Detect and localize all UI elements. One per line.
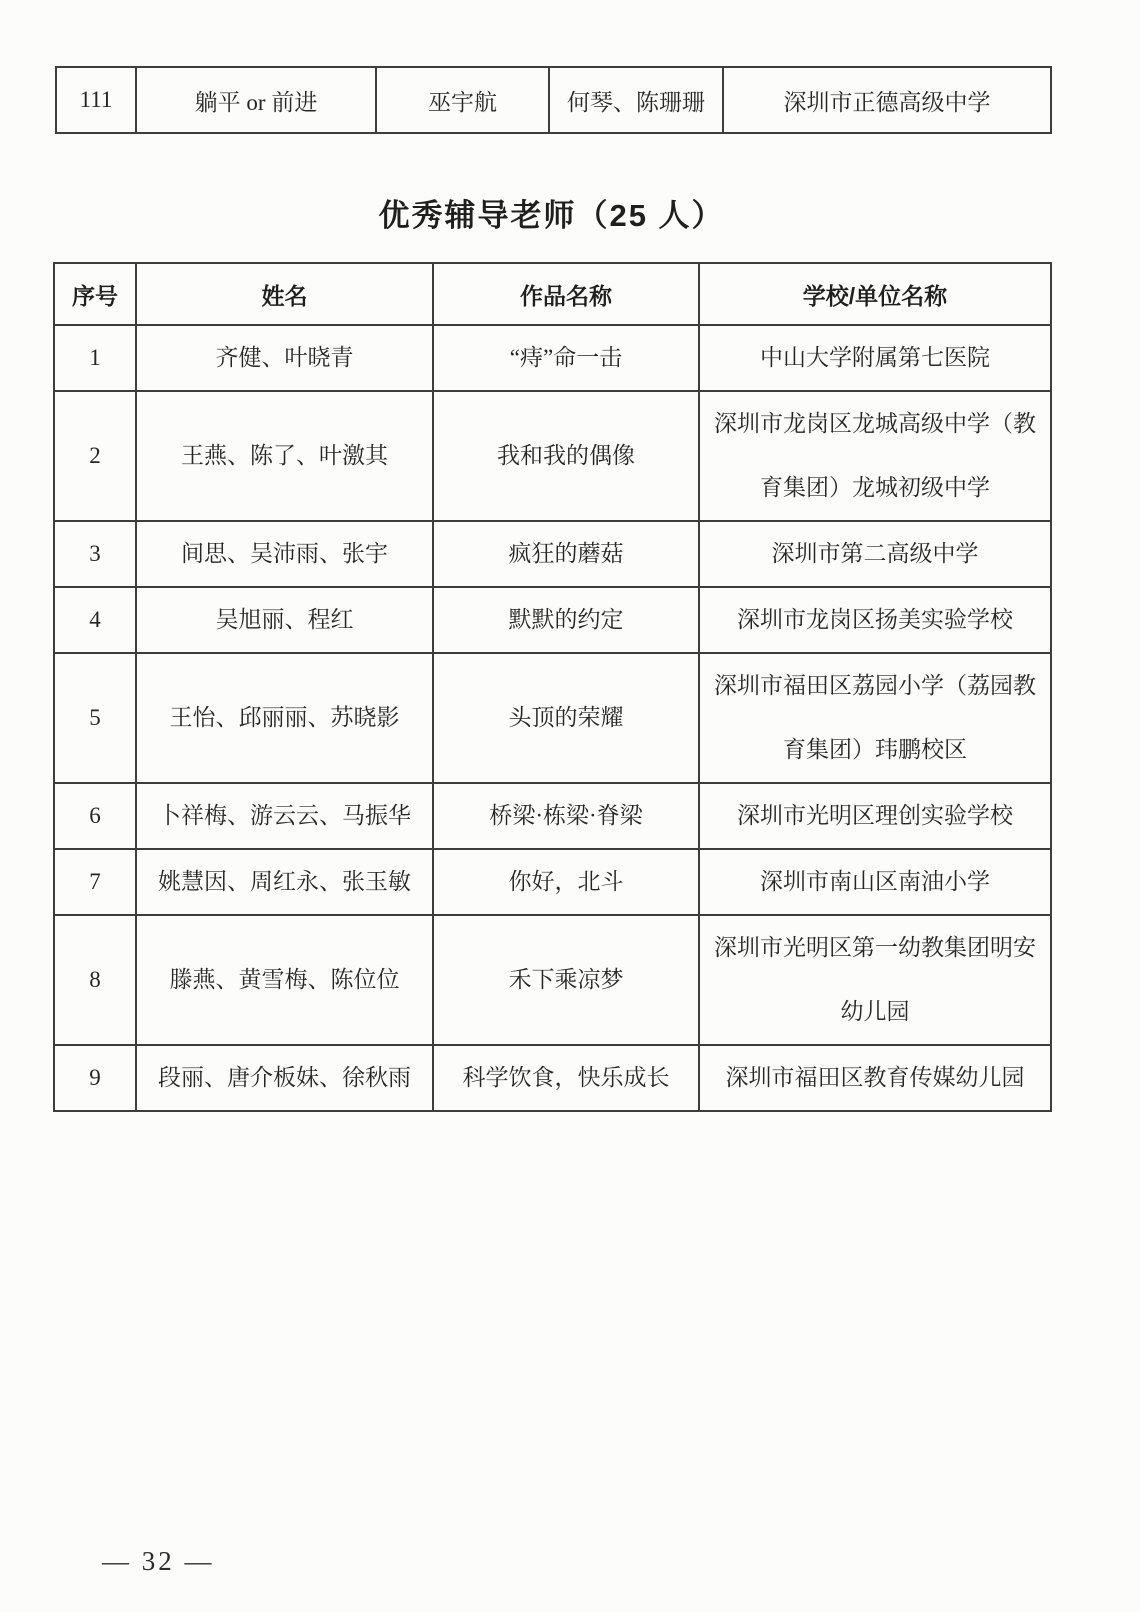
cell-index: 9 — [54, 1045, 136, 1111]
cell-school: 深圳市光明区理创实验学校 — [699, 783, 1051, 849]
cell-index: 1 — [54, 325, 136, 391]
cell-work: 你好，北斗 — [433, 849, 699, 915]
cell-index: 8 — [54, 915, 136, 1045]
table-row — [54, 915, 1051, 1045]
cell-index: 6 — [54, 783, 136, 849]
cell-work: “痔”命一击 — [433, 325, 699, 391]
cell-names: 王燕、陈了、叶激其 — [136, 391, 433, 521]
cell-work: 躺平 or 前进 — [136, 67, 376, 133]
cell-names: 王怡、邱丽丽、苏晓影 — [136, 653, 433, 783]
teacher-table-body — [54, 325, 1051, 1111]
cell-names: 段丽、唐介板妹、徐秋雨 — [136, 1045, 433, 1111]
table-header-row — [54, 263, 1051, 325]
cell-work: 我和我的偶像 — [433, 391, 699, 521]
table-row — [54, 1045, 1051, 1111]
table-row — [54, 783, 1051, 849]
header-school: 学校/单位名称 — [699, 263, 1051, 325]
table-row — [54, 849, 1051, 915]
cell-school: 深圳市龙岗区扬美实验学校 — [699, 587, 1051, 653]
table-row — [54, 653, 1051, 783]
page-number: — 32 — — [102, 1546, 215, 1576]
cell-work: 头顶的荣耀 — [433, 653, 699, 783]
cell-index: 5 — [54, 653, 136, 783]
cell-index: 7 — [54, 849, 136, 915]
table-row — [54, 391, 1051, 521]
cell-names: 卜祥梅、游云云、马振华 — [136, 783, 433, 849]
cell-school: 深圳市南山区南油小学 — [699, 849, 1051, 915]
section-title: 优秀辅导老师（25 人） — [378, 198, 725, 233]
cell-school: 中山大学附属第七医院 — [699, 325, 1051, 391]
cell-names: 吴旭丽、程红 — [136, 587, 433, 653]
cell-names: 滕燕、黄雪梅、陈位位 — [136, 915, 433, 1045]
cell-school: 深圳市福田区教育传媒幼儿园 — [699, 1045, 1051, 1111]
cell-work: 科学饮食，快乐成长 — [433, 1045, 699, 1111]
cell-index: 111 — [56, 67, 136, 133]
cell-index: 3 — [54, 521, 136, 587]
cell-school: 深圳市第二高级中学 — [699, 521, 1051, 587]
table-row — [54, 521, 1051, 587]
cell-work: 默默的约定 — [433, 587, 699, 653]
cell-school: 深圳市福田区荔园小学（荔园教育集团）玮鹏校区 — [699, 653, 1051, 783]
table-row — [54, 587, 1051, 653]
cell-names: 齐健、叶晓青 — [136, 325, 433, 391]
cell-names: 姚慧因、周红永、张玉敏 — [136, 849, 433, 915]
header-index: 序号 — [54, 263, 136, 325]
cell-work: 疯狂的蘑菇 — [433, 521, 699, 587]
cell-school: 深圳市光明区第一幼教集团明安幼儿园 — [699, 915, 1051, 1045]
cell-work: 禾下乘凉梦 — [433, 915, 699, 1045]
cell-index: 2 — [54, 391, 136, 521]
header-work: 作品名称 — [433, 263, 699, 325]
header-names: 姓名 — [136, 263, 433, 325]
cell-names: 间思、吴沛雨、张宇 — [136, 521, 433, 587]
excellent-teachers-table — [53, 262, 1052, 1112]
cell-school: 深圳市龙岗区龙城高级中学（教育集团）龙城初级中学 — [699, 391, 1051, 521]
table-row — [56, 67, 1051, 133]
cell-author: 巫宇航 — [376, 67, 549, 133]
cell-school: 深圳市正德高级中学 — [723, 67, 1051, 133]
cell-teachers: 何琴、陈珊珊 — [549, 67, 723, 133]
cell-work: 桥梁·栋梁·脊梁 — [433, 783, 699, 849]
table-row — [54, 325, 1051, 391]
previous-section-table — [55, 66, 1052, 134]
cell-index: 4 — [54, 587, 136, 653]
